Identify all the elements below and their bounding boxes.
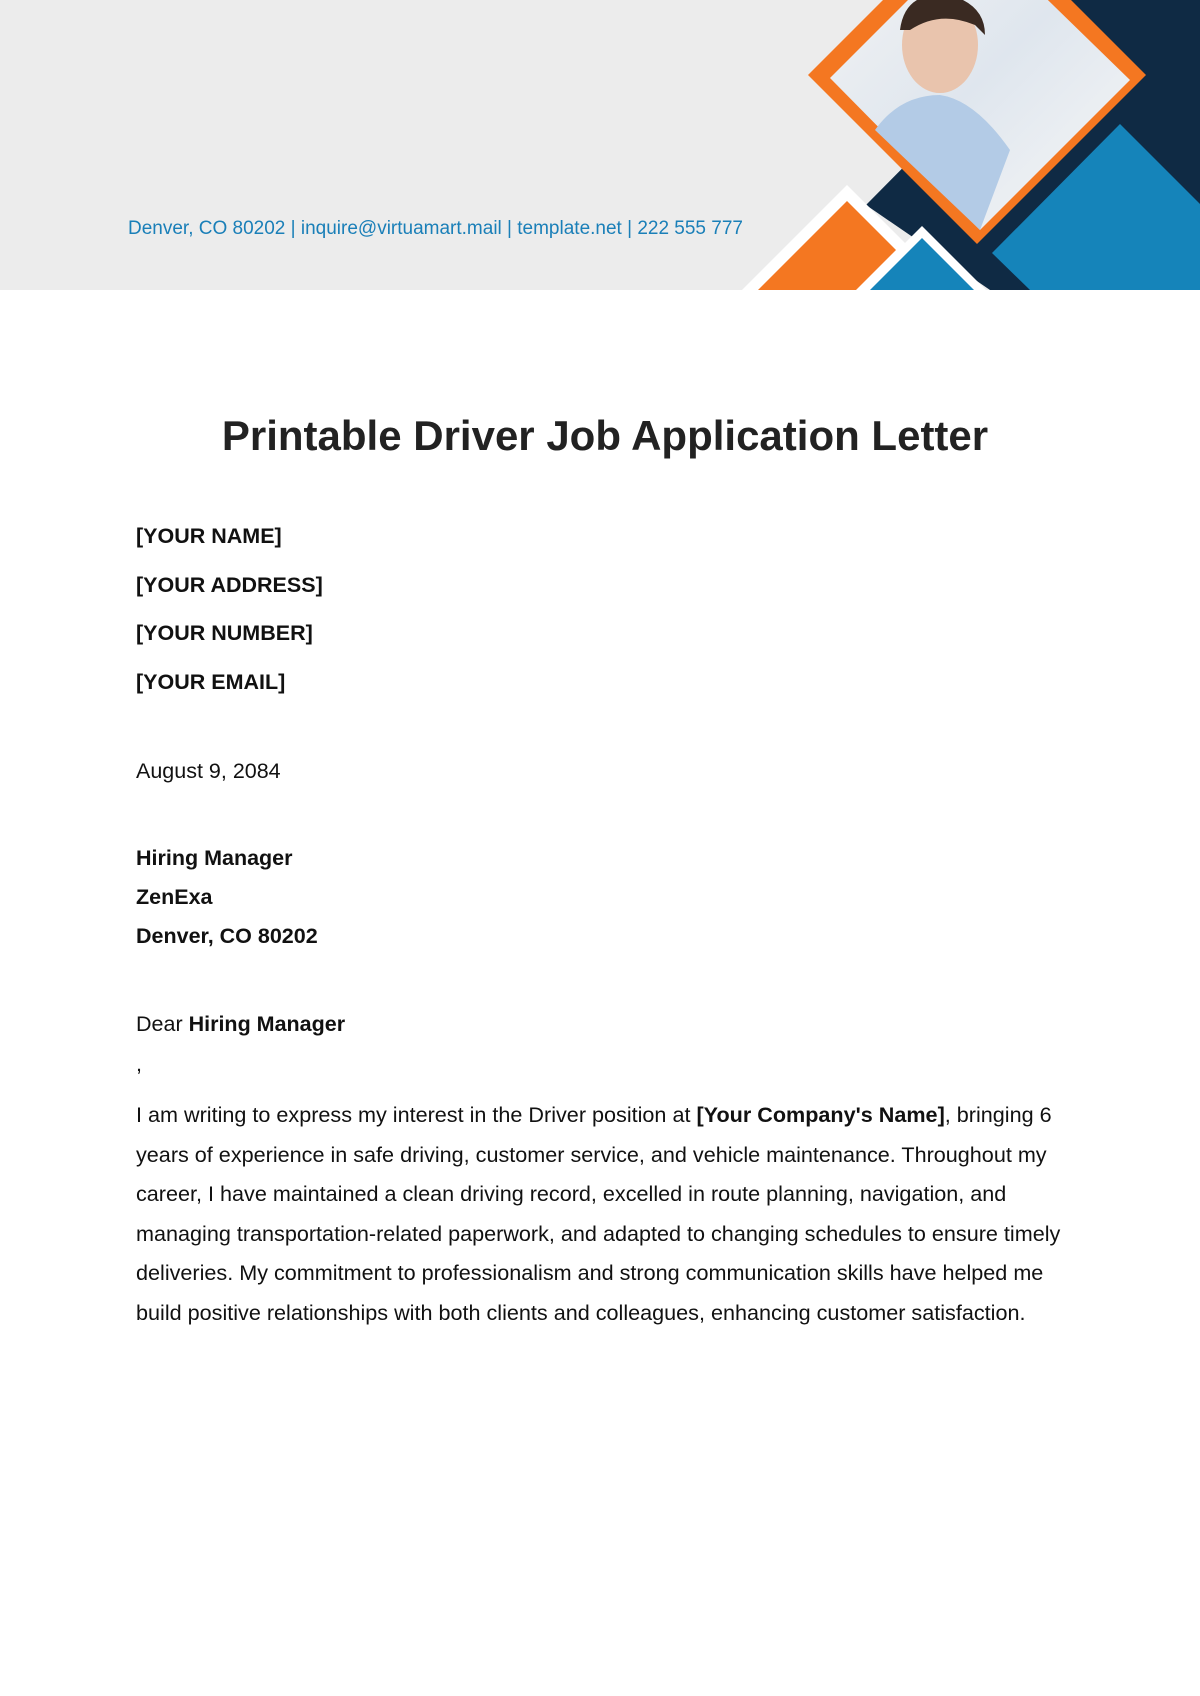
greeting-comma: ,: [136, 1052, 142, 1076]
sender-block: [136, 524, 323, 718]
letter-date: August 9, 2084: [136, 759, 281, 783]
body-text-1: I am writing to express my interest in the Driver position at: [136, 1102, 697, 1127]
recipient-title: Hiring Manager: [136, 846, 293, 870]
contact-info: Denver, CO 80202 | inquire@virtuamart.mail | template.net | 222 555 777: [128, 218, 743, 239]
greeting: [136, 1012, 345, 1037]
sender-email: [YOUR EMAIL]: [136, 669, 286, 694]
recipient-city: Denver, CO 80202: [136, 924, 318, 948]
page-title: Printable Driver Job Application Letter: [221, 412, 989, 459]
letter-body: [136, 1095, 1071, 1332]
sender-address: [YOUR ADDRESS]: [136, 572, 323, 597]
company-placeholder: [Your Company's Name]: [696, 1102, 945, 1127]
sender-number: [YOUR NUMBER]: [136, 621, 313, 645]
recipient-company: ZenExa: [136, 885, 213, 909]
sender-name: [YOUR NAME]: [136, 524, 282, 548]
decorative-geometric-shapes: [0, 0, 1200, 290]
recipient-block: [136, 846, 318, 963]
salutation: Dear: [136, 1012, 183, 1036]
greeting-name: Hiring Manager: [188, 1012, 346, 1036]
body-text-2: , bringing 6 years of experience in safe driving, customer service, and vehicle maintenance. Throughout my career, I have maintained a clean driving record, excelled in route planning, navigation, and managing transportation-related paperwork, and adapted to changing schedules to ensure timely deliveries. My commitment to professionalism and strong communication skills have helped me build positive relationships with both clients and colleagues, enhancing customer satisfaction.: [136, 1102, 1061, 1325]
letterhead-banner: [0, 0, 1200, 290]
